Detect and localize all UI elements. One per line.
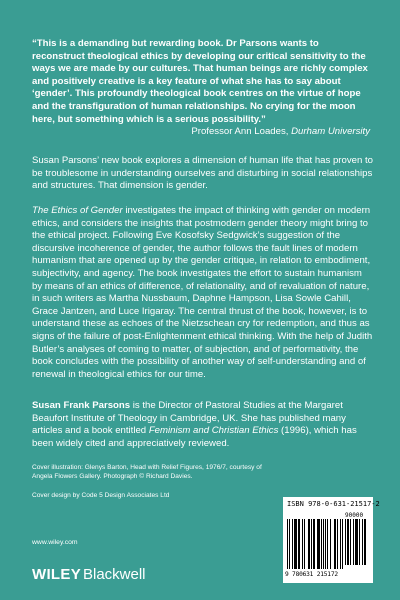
barcode-bar <box>287 519 288 569</box>
barcode-bar <box>342 519 343 569</box>
endorsement-quote: “This is a demanding but rewarding book. Dr Parsons wants to reconstruct theological ethics by developing our critical sensitivity to the ways we are made by our cultures. That human beings are richly complex and positively creative is a key feature of what she has to say about ‘gender’. This profoundly theological book centres on the virtue of hope and the transfiguration of human relationships. No crying for the moon here, but something which is a serious possibility.” <box>32 38 368 125</box>
barcode-bar <box>311 519 312 569</box>
author-name: Susan Frank Parsons <box>32 400 131 411</box>
author-previous-book: Feminism and Christian Ethics <box>148 425 279 437</box>
barcode-bar <box>347 519 349 565</box>
description-text: investigates the impact of thinking with gender on modern ethics, and considers the insights that postmodern gender theory might bring to the ethical project. Following Eve Kosofsky Sedgwick’s suggestion of the discursive incoherence of gender, the author follows the fault lines of modern humanism that are opened up by the gender critique, in relation to embodiment, subjectivity, and agency. The book investigates the effort to sustain humanism by means of an ethics of difference, of relationality, and of revaluation of nature, in such writers as Martha Nussbaum, Daphne Hampson, Lisa Sowle Cahill, Grace Jantzen, and Luce Irigaray. The central thrust of the book, however, is to understand these as echoes of the Nietzschean cry for redemption, and thus as signs of the failure of post-Enlightenment ethical thinking. With the help of Judith Butler’s analyses of coming to matter, of subjection, and of performativity, the book concludes with the possibility of another way of self-understanding and of renewal in theological ethics for our time. <box>32 205 373 380</box>
barcode-bar <box>317 519 320 569</box>
barcode-bar <box>294 519 297 569</box>
barcode-ean13 <box>287 519 343 569</box>
barcode-bar <box>304 519 305 569</box>
barcode-bar <box>308 519 310 569</box>
barcode-bar <box>345 519 346 565</box>
barcode-bar <box>355 519 358 565</box>
publisher-logo <box>32 566 146 583</box>
barcode-bar <box>330 519 331 569</box>
barcode-bar <box>350 519 351 565</box>
cover-illustration-credit: Cover illustration: Glenys Barton, Head with Relief Figures, 1976/7, courtesy of Angela Flowers Gallery. Photograph © Richard Davies. <box>32 464 262 480</box>
price-code: 90000 <box>345 512 364 519</box>
barcode-bar <box>289 519 290 569</box>
barcode-addon <box>345 519 369 565</box>
barcode-bar <box>292 519 293 569</box>
isbn-label: ISBN 978-0-631-21517-2 <box>287 500 380 508</box>
endorser-name: Professor Ann Loades, <box>191 126 289 137</box>
endorsement-attribution <box>191 126 370 138</box>
author-bio <box>32 400 374 450</box>
cover-design-credit: Cover design by Code 5 Design Associates Ltd <box>32 492 170 499</box>
barcode-bar <box>298 519 300 569</box>
barcode-bar <box>323 519 324 569</box>
barcode-bar <box>340 519 341 569</box>
barcode-bar <box>334 519 336 569</box>
wiley-wordmark: WILEY <box>32 566 81 583</box>
barcode-bar <box>325 519 326 569</box>
publisher-website: www.wiley.com <box>32 539 78 546</box>
barcode-bar <box>359 519 360 565</box>
barcode-bar <box>364 519 366 565</box>
barcode-bar <box>327 519 328 569</box>
barcode-bar <box>302 519 303 569</box>
description-paragraph <box>32 205 374 381</box>
barcode-bar <box>362 519 363 565</box>
barcode-bar <box>321 519 322 569</box>
barcode-digits: 9 780631 215172 <box>285 571 338 578</box>
barcode-panel <box>283 497 380 583</box>
barcode-bar <box>313 519 315 569</box>
barcode-bar <box>337 519 338 569</box>
book-title: The Ethics of Gender <box>32 205 123 216</box>
author-bio-text-2: (1996), which has been widely cited and appreciatively reviewed. <box>32 425 357 449</box>
intro-paragraph: Susan Parsons’ new book explores a dimension of human life that has proven to be troublesome in understanding ourselves and disturbing in social relationships and structures. That dimension is gender. <box>32 155 373 192</box>
endorser-affiliation: Durham University <box>291 126 370 137</box>
barcode-bar <box>353 519 354 565</box>
author-bio-text-1: is the Director of Pastoral Studies at the Margaret Beaufort Institute of Theology in Cambridge, UK. She has published many articles and a book entitled <box>32 400 346 437</box>
blackwell-wordmark: Blackwell <box>83 566 146 583</box>
